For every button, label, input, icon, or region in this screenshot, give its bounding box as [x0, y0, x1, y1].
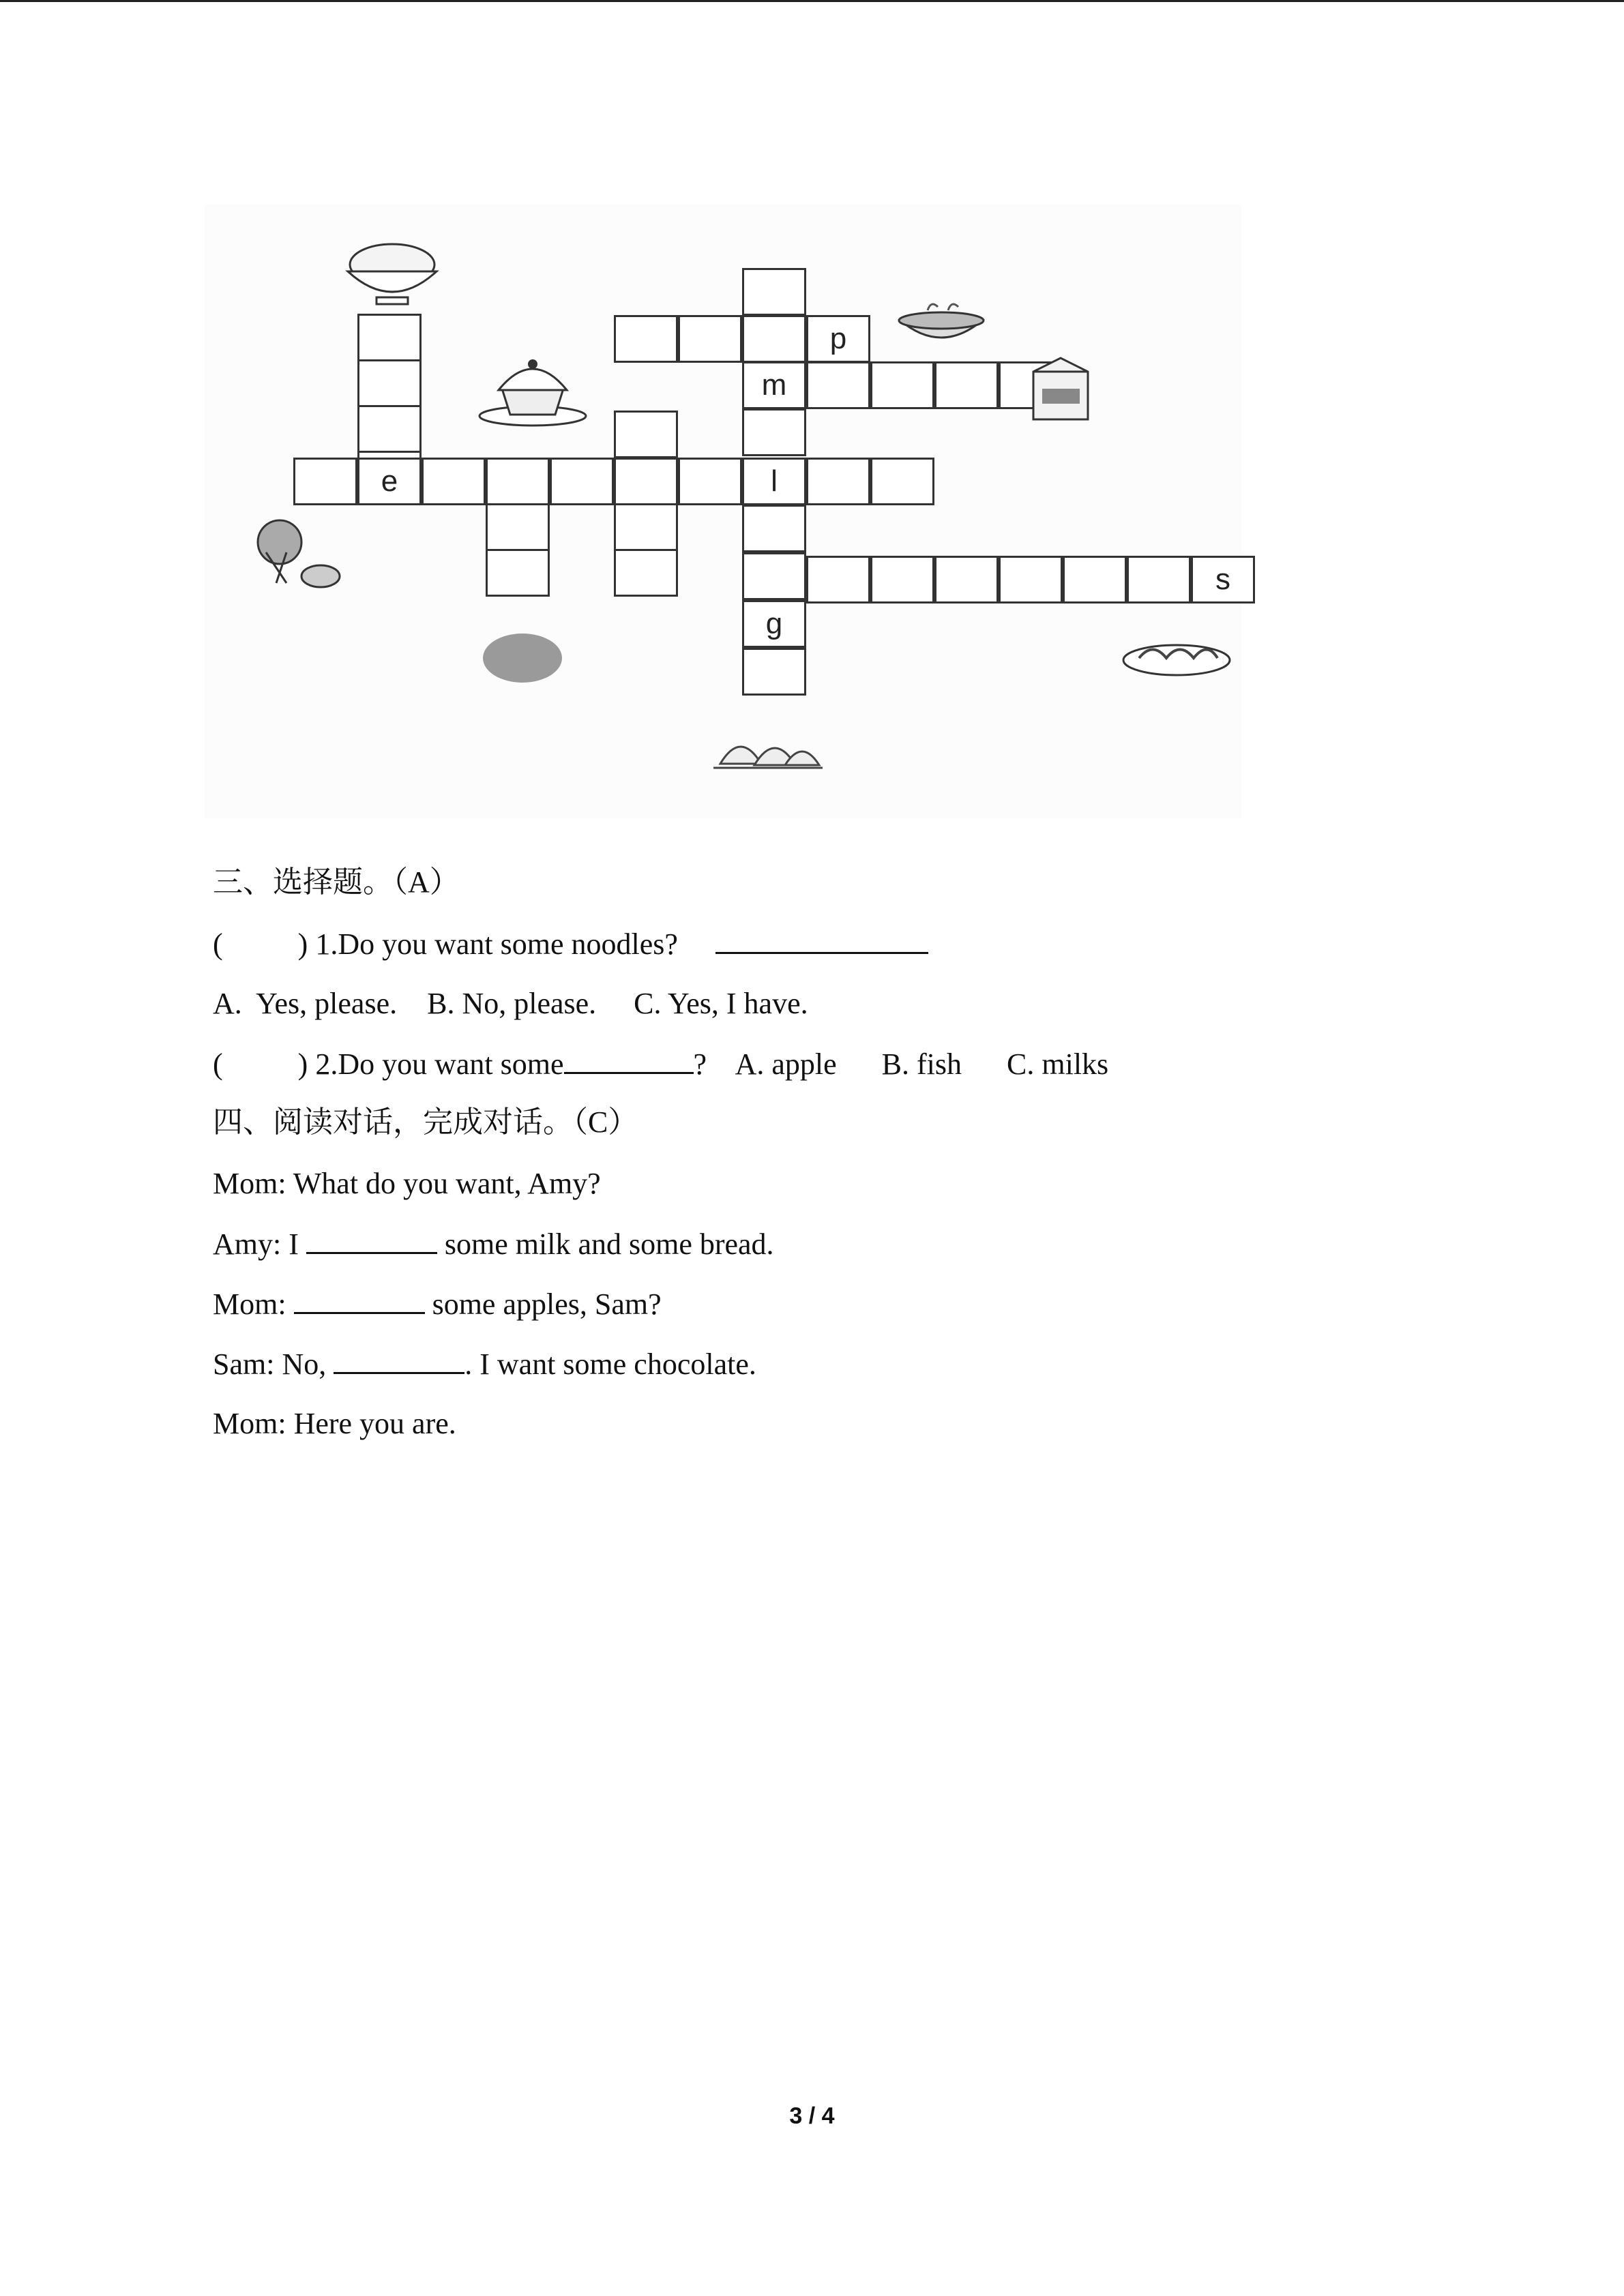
- crossword-cell: [1063, 556, 1127, 603]
- crossword-cell: [934, 556, 999, 603]
- crossword-cell: [614, 458, 678, 505]
- crossword-cell: [999, 556, 1063, 603]
- page-number: 3 / 4: [789, 2103, 835, 2129]
- answer-paren: ( ): [213, 927, 308, 961]
- soup-pot-icon: [887, 297, 996, 351]
- dialogue-line-1: Mom: What do you want, Amy?: [213, 1167, 601, 1200]
- crossword-cell: [357, 314, 422, 361]
- crossword-cell-letter: s: [1191, 556, 1255, 603]
- crossword-cell: [678, 458, 742, 505]
- crossword-cell-letter: e: [357, 458, 422, 505]
- crossword-cell: [742, 315, 806, 363]
- dialogue-text: . I want some chocolate.: [464, 1347, 756, 1381]
- answer-blank[interactable]: [715, 929, 928, 954]
- noodles-icon: [1119, 627, 1235, 682]
- crossword-cell: [870, 556, 934, 603]
- top-border: [0, 0, 1624, 2]
- question-text: 2.Do you want some: [315, 1047, 564, 1081]
- crossword-cell-letter: m: [742, 361, 806, 409]
- section-4-heading: 四、阅读对话，完成对话。（C）: [213, 1105, 638, 1139]
- crossword-cell: [293, 458, 357, 505]
- question-1-options: A. Yes, please. B. No, please. C. Yes, I have.: [213, 987, 808, 1020]
- crossword-cell: [614, 503, 678, 551]
- crossword-cell: [486, 458, 550, 505]
- crossword-cell: [742, 268, 806, 316]
- rice-bowl-icon: [334, 237, 450, 312]
- question-2: [213, 1049, 1108, 1079]
- crossword-cell: [806, 361, 870, 409]
- dialogue-text: some milk and some bread.: [437, 1227, 774, 1261]
- crossword-cell-letter: g: [742, 600, 806, 648]
- cupcake-icon: [475, 355, 591, 430]
- answer-paren: ( ): [213, 1047, 308, 1081]
- question-text: 1.Do you want some noodles?: [315, 927, 678, 961]
- crossword-cell: [934, 361, 999, 409]
- dialogue-text: Sam: No,: [213, 1347, 334, 1381]
- dumplings-icon: [707, 723, 829, 777]
- answer-blank[interactable]: [334, 1349, 464, 1374]
- question-2-options: A. apple B. fish C. milks: [735, 1047, 1109, 1081]
- crossword-cell: [870, 458, 934, 505]
- crossword-cell: [614, 549, 678, 597]
- crossword-cell: [357, 359, 422, 407]
- crossword-cell: [870, 361, 934, 409]
- answer-blank[interactable]: [294, 1289, 425, 1314]
- crossword-cell: [422, 458, 486, 505]
- question-mark: ?: [693, 1047, 707, 1081]
- crossword-cell: [806, 458, 870, 505]
- crossword-cell: [742, 408, 806, 456]
- crossword-cell: [806, 556, 870, 603]
- answer-blank[interactable]: [564, 1049, 694, 1074]
- dialogue-text: some apples, Sam?: [424, 1287, 662, 1321]
- crossword-cell: [357, 405, 422, 453]
- crossword-cell: [678, 315, 742, 363]
- crossword-cell: [1127, 556, 1191, 603]
- crossword-cell: [742, 505, 806, 552]
- crossword-cell: [614, 315, 678, 363]
- dialogue-line-2: [213, 1229, 774, 1259]
- answer-blank[interactable]: [306, 1229, 437, 1254]
- dialogue-line-3: [213, 1289, 662, 1320]
- crossword-cell-letter: l: [742, 458, 806, 505]
- crossword-cell: [550, 458, 614, 505]
- dialogue-line-4: [213, 1349, 756, 1380]
- crossword-cell-letter: p: [806, 315, 870, 363]
- crossword-puzzle: [205, 205, 1241, 818]
- dialogue-text: Amy: I: [213, 1227, 306, 1261]
- crossword-cell: [614, 411, 678, 458]
- section-3-heading: 三、选择题。（A）: [213, 865, 460, 899]
- crossword-cell: [742, 552, 806, 600]
- vegetables-icon: [246, 515, 348, 597]
- crossword-cell: [486, 549, 550, 597]
- dialogue-text: Mom:: [213, 1287, 294, 1321]
- crossword-cell: [486, 503, 550, 551]
- dialogue-line-5: Mom: Here you are.: [213, 1407, 456, 1440]
- crossword-cell: [742, 648, 806, 696]
- question-1: [213, 929, 928, 959]
- milk-carton-icon: [1023, 351, 1098, 426]
- egg-icon: [475, 627, 570, 689]
